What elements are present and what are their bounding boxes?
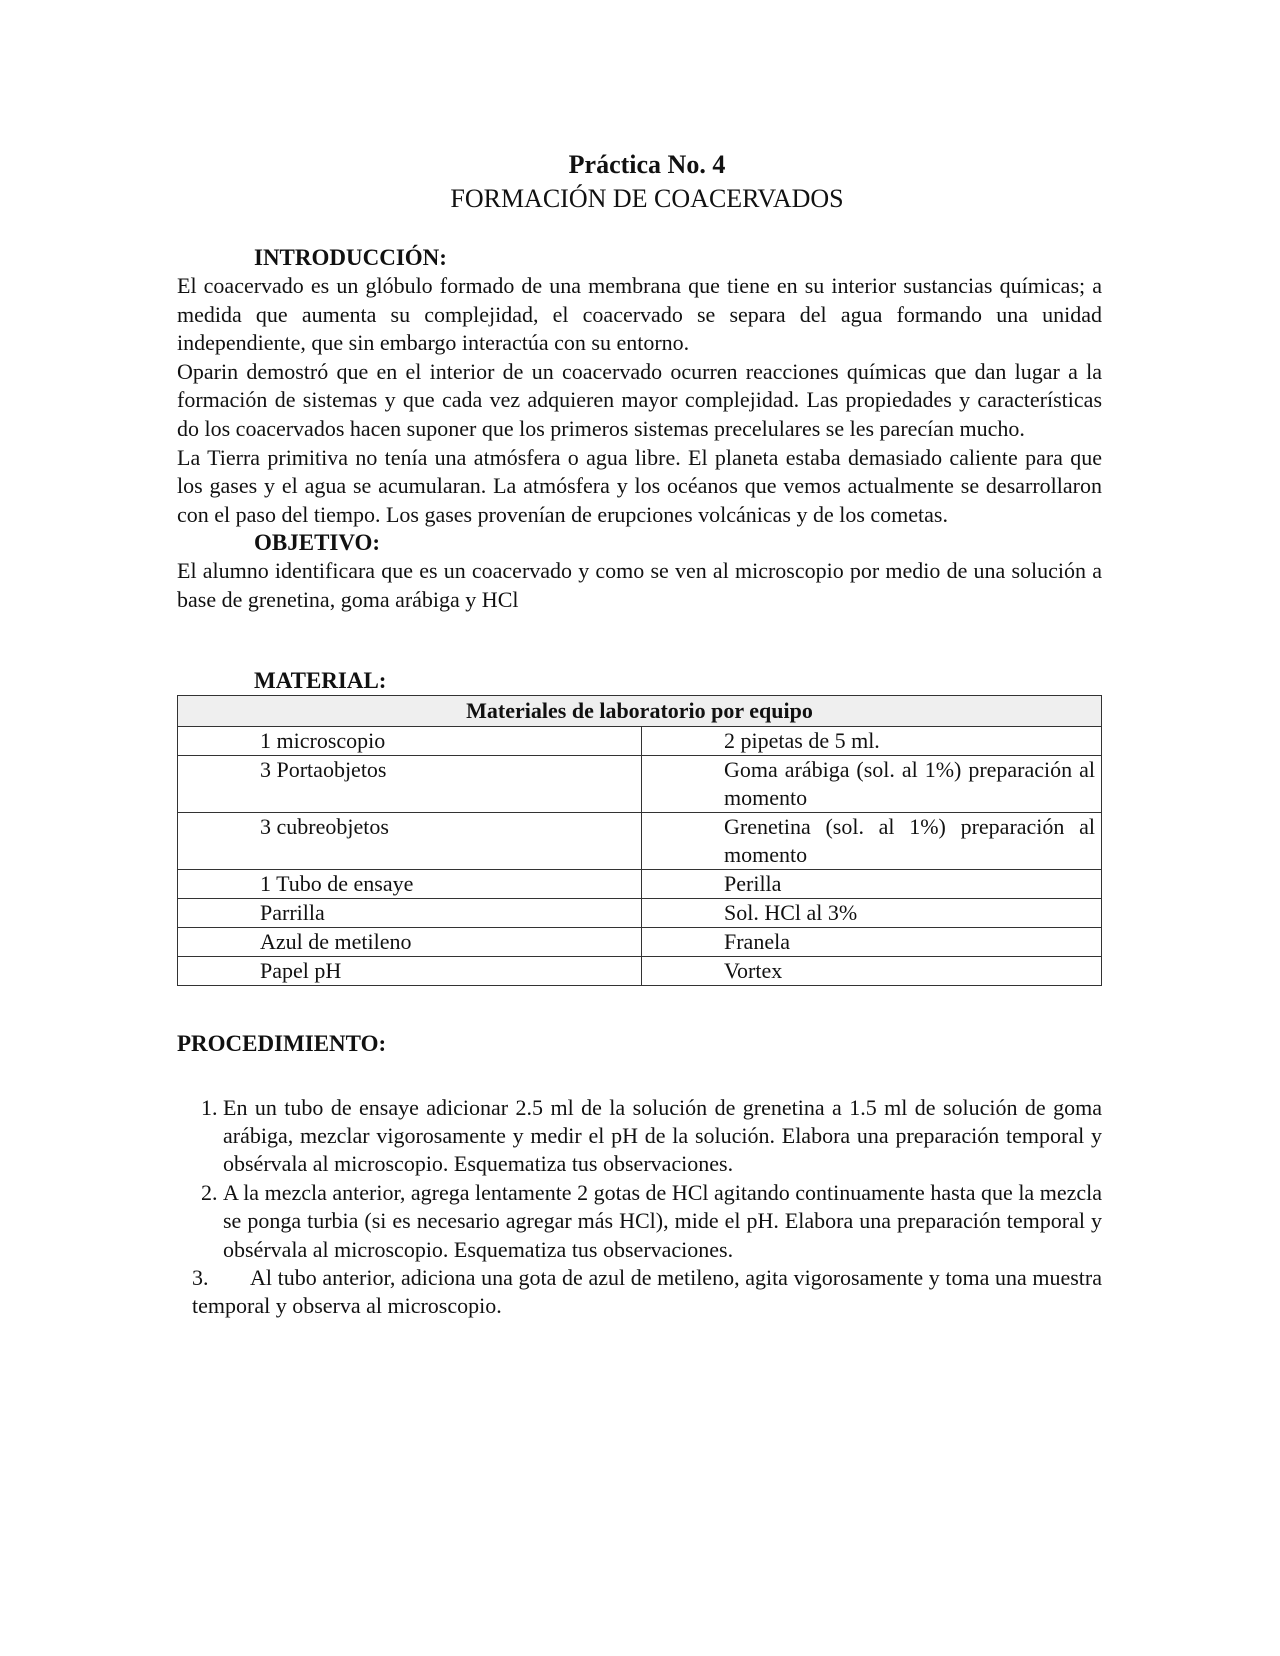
- table-row: [178, 812, 1102, 869]
- table-header: Materiales de laboratorio por equipo: [178, 695, 1102, 726]
- procedimiento-heading: PROCEDIMIENTO:: [177, 1030, 387, 1056]
- objetivo-heading: OBJETIVO:: [254, 530, 381, 556]
- intro-paragraph-2: Oparin demostró que en el interior de un coacervado ocurren reacciones químicas que dan lugar a la formación de sistemas y que cada vez adquieren mayor complejidad. Las propiedades y características do los coacervados hacen suponer que los primeros sistemas precelulares se les parecían mucho.: [177, 358, 1102, 441]
- practice-subtitle: FORMACIÓN DE COACERVADOS: [450, 184, 844, 213]
- table-row: [178, 956, 1102, 985]
- introduccion-heading: INTRODUCCIÓN:: [254, 245, 447, 270]
- table-cell: 2 pipetas de 5 ml.: [642, 726, 1102, 755]
- table-row: [178, 755, 1102, 812]
- intro-paragraph-1: El coacervado es un glóbulo formado de una membrana que tiene en su interior sustancias químicas; a medida que aumenta su complejidad, el coacervado se separa del agua formando una unidad independiente, que sin embargo interactúa con su entorno.: [177, 273, 1102, 356]
- document-page: [177, 148, 1102, 1321]
- table-row: [178, 927, 1102, 956]
- intro-paragraph-3: La Tierra primitiva no tenía una atmósfera o agua libre. El planeta estaba demasiado caliente para que los gases y el agua se acumularan. La atmósfera y los océanos que vemos actualmente se desarrollaron con el paso del tiempo. Los gases provenían de erupciones volcánicas y de los cometas.: [177, 444, 1102, 527]
- material-heading: MATERIAL:: [254, 667, 387, 693]
- step3-number: 3.: [192, 1264, 209, 1290]
- list-item: 1. En un tubo de ensaye adicionar 2.5 ml de la solución de grenetina a 1.5 ml de solución de goma arábiga, mezclar vigorosamente y medir el pH de la solución. Elabora una preparación temporal y obsérvala al microscopio. Esquematiza tus observaciones.: [223, 1094, 1102, 1179]
- table-cell: Vortex: [642, 956, 1102, 985]
- table-cell: Franela: [642, 927, 1102, 956]
- practice-title: Práctica No. 4: [568, 150, 726, 179]
- table-cell: Sol. HCl al 3%: [642, 898, 1102, 927]
- table-cell: Azul de metileno: [178, 927, 642, 956]
- table-cell: 3 cubreobjetos: [178, 812, 642, 869]
- table-cell: Grenetina (sol. al 1%) preparación al momento: [642, 812, 1102, 869]
- table-row: [178, 869, 1102, 898]
- materials-table: [177, 695, 1102, 986]
- table-row: [178, 726, 1102, 755]
- table-header-row: [178, 695, 1102, 726]
- step3-text: Al tubo anterior, adiciona una gota de azul de metileno, agita vigorosamente y toma una muestra temporal y observa al microscopio.: [192, 1264, 1102, 1319]
- table-cell: 3 Portaobjetos: [178, 755, 642, 812]
- objetivo-text: El alumno identificara que es un coacervado y como se ven al microscopio por medio de una solución a base de grenetina, goma arábiga y HCl: [177, 558, 1102, 612]
- table-cell: Papel pH: [178, 956, 642, 985]
- list-item: 2. A la mezcla anterior, agrega lentamente 2 gotas de HCl agitando continuamente hasta que la mezcla se ponga turbia (si es necesario agregar más HCl), mide el pH. Elabora una preparación temporal y obsérvala al microscopio. Esquematiza tus observaciones.: [223, 1179, 1102, 1264]
- procedure-step-3: [177, 1264, 1102, 1321]
- table-cell: Goma arábiga (sol. al 1%) preparación al momento: [642, 755, 1102, 812]
- table-cell: Parrilla: [178, 898, 642, 927]
- table-cell: 1 Tubo de ensaye: [178, 869, 642, 898]
- procedure-steps: [177, 1094, 1102, 1264]
- table-cell: Perilla: [642, 869, 1102, 898]
- table-row: [178, 898, 1102, 927]
- table-cell: 1 microscopio: [178, 726, 642, 755]
